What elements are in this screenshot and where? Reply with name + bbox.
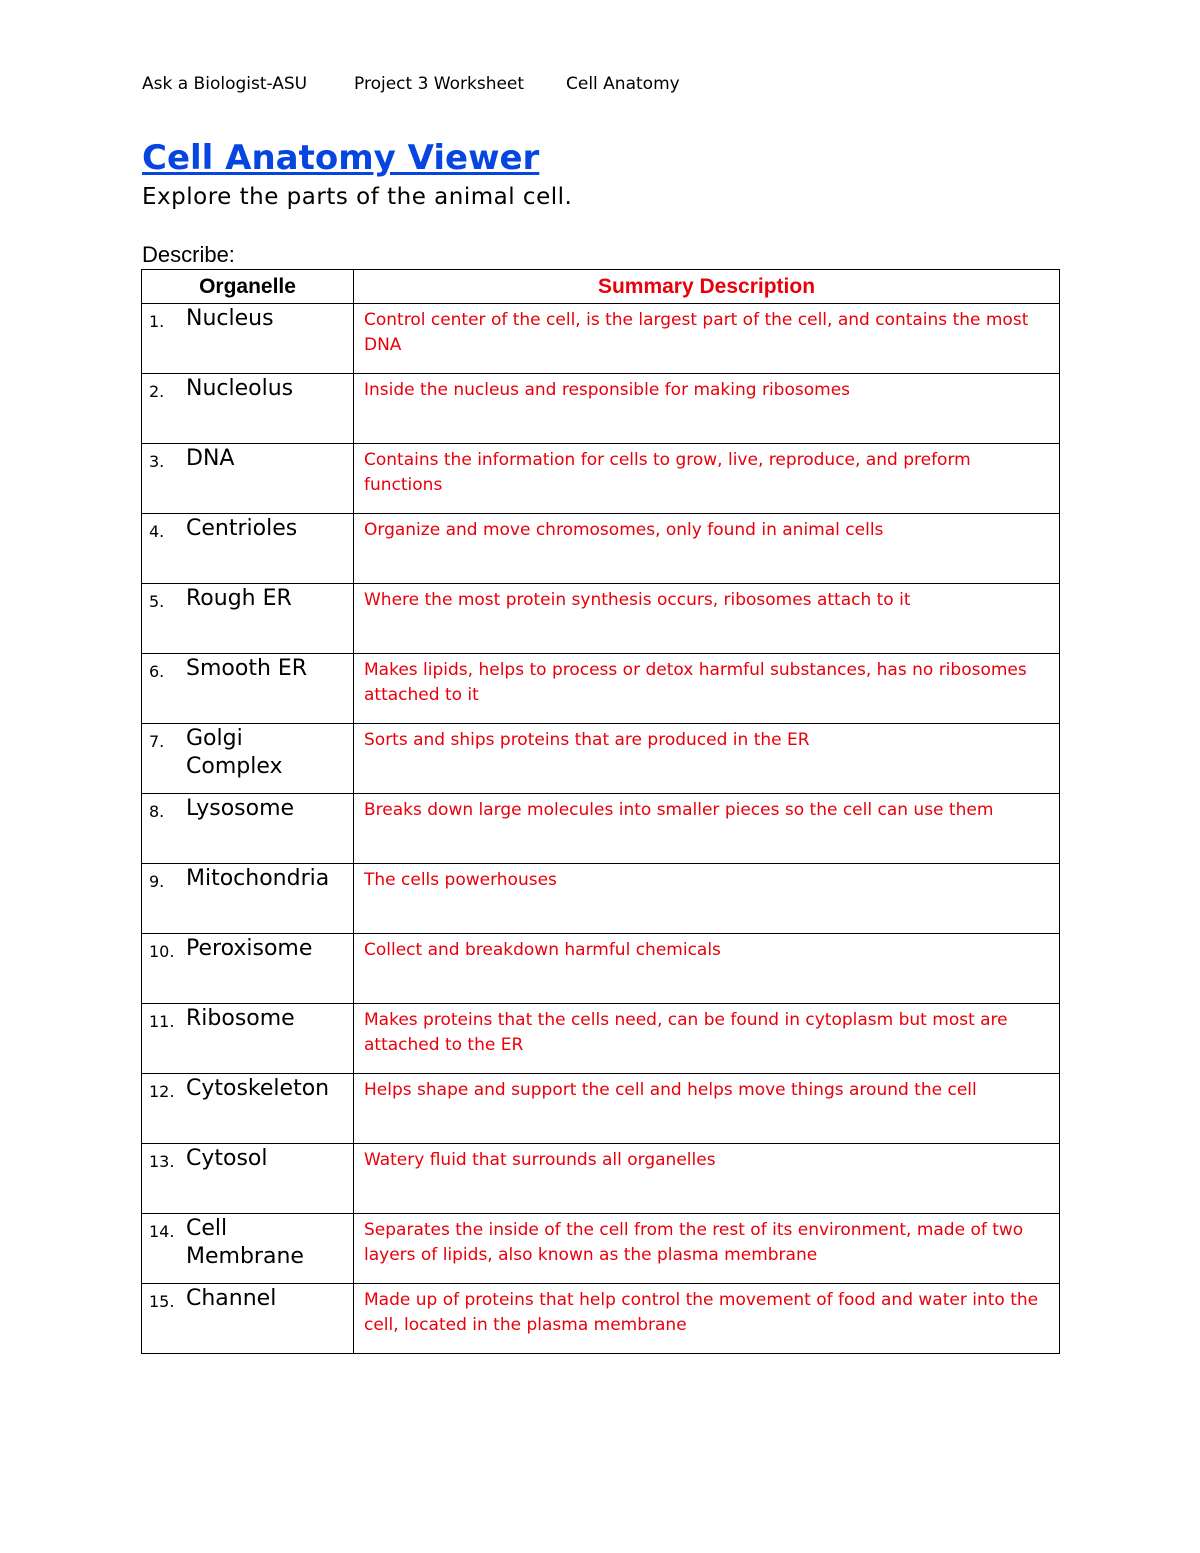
organelle-table (141, 269, 1060, 1354)
description-cell (354, 374, 1060, 444)
row-number: 7. (149, 732, 165, 751)
organelle-name: Nucleolus (186, 376, 294, 401)
organelle-cell (142, 934, 354, 1004)
table-row (142, 304, 1060, 374)
organelle-description: Collect and breakdown harmful chemicals (364, 940, 721, 960)
organelle-cell (142, 724, 354, 794)
organelle-cell (142, 1284, 354, 1354)
table-row (142, 1284, 1060, 1354)
organelle-cell (142, 374, 354, 444)
organelle-name: Cytoskeleton (186, 1076, 330, 1101)
organelle-name: Peroxisome (186, 936, 313, 961)
row-number: 12. (149, 1082, 175, 1101)
organelle-name: Nucleus (186, 306, 274, 331)
organelle-cell (142, 584, 354, 654)
column-header-organelle: Organelle (142, 270, 354, 304)
description-cell (354, 444, 1060, 514)
row-number: 6. (149, 662, 165, 681)
table-row (142, 864, 1060, 934)
table-row (142, 1214, 1060, 1284)
table-row (142, 444, 1060, 514)
organelle-name: Rough ER (186, 586, 292, 611)
organelle-cell (142, 794, 354, 864)
description-cell (354, 584, 1060, 654)
organelle-cell (142, 1144, 354, 1214)
organelle-description: Separates the inside of the cell from the rest of its environment, made of two layers of lipids, also known as the plasma membrane (364, 1220, 1024, 1265)
description-cell (354, 864, 1060, 934)
description-cell (354, 654, 1060, 724)
row-number: 10. (149, 942, 175, 961)
description-cell (354, 794, 1060, 864)
organelle-cell (142, 514, 354, 584)
organelle-name: Lysosome (186, 796, 295, 821)
table-row (142, 584, 1060, 654)
table-row (142, 724, 1060, 794)
table-row (142, 794, 1060, 864)
organelle-description: The cells powerhouses (364, 870, 557, 890)
row-number: 9. (149, 872, 165, 891)
organelle-name: Ribosome (186, 1006, 295, 1031)
organelle-name: Smooth ER (186, 656, 308, 681)
organelle-name: Channel (186, 1286, 277, 1311)
organelle-description: Breaks down large molecules into smaller pieces so the cell can use them (364, 800, 994, 820)
organelle-cell (142, 864, 354, 934)
organelle-description: Organize and move chromosomes, only found in animal cells (364, 520, 884, 540)
table-row (142, 1004, 1060, 1074)
table-row (142, 654, 1060, 724)
organelle-name: Golgi Complex (186, 726, 283, 779)
description-cell (354, 514, 1060, 584)
column-header-description: Summary Description (354, 270, 1060, 304)
organelle-description: Made up of proteins that help control the movement of food and water into the cell, located in the plasma membrane (364, 1290, 1039, 1335)
description-cell (354, 304, 1060, 374)
row-number: 11. (149, 1012, 175, 1031)
table-row (142, 374, 1060, 444)
table-row (142, 1144, 1060, 1214)
table-row (142, 934, 1060, 1004)
row-number: 8. (149, 802, 165, 821)
row-number: 3. (149, 452, 165, 471)
table-row (142, 1074, 1060, 1144)
organelle-description: Contains the information for cells to grow, live, reproduce, and preform functions (364, 450, 971, 495)
description-cell (354, 724, 1060, 794)
row-number: 14. (149, 1222, 175, 1241)
header-right: Cell Anatomy (566, 74, 680, 94)
organelle-name: Cell Membrane (186, 1216, 304, 1269)
organelle-cell (142, 1214, 354, 1284)
header-middle: Project 3 Worksheet (354, 74, 525, 94)
description-cell (354, 1284, 1060, 1354)
page-header (142, 74, 680, 94)
description-cell (354, 1004, 1060, 1074)
description-cell (354, 1144, 1060, 1214)
description-cell (354, 1074, 1060, 1144)
organelle-description: Inside the nucleus and responsible for making ribosomes (364, 380, 851, 400)
organelle-description: Makes proteins that the cells need, can be found in cytoplasm but most are attached to the ER (364, 1010, 1008, 1055)
row-number: 13. (149, 1152, 175, 1171)
row-number: 15. (149, 1292, 175, 1311)
description-cell (354, 1214, 1060, 1284)
organelle-cell (142, 654, 354, 724)
organelle-description: Where the most protein synthesis occurs, ribosomes attach to it (364, 590, 911, 610)
organelle-name: Cytosol (186, 1146, 268, 1171)
table-row (142, 514, 1060, 584)
description-cell (354, 934, 1060, 1004)
row-number: 1. (149, 312, 165, 331)
row-number: 2. (149, 382, 165, 401)
row-number: 5. (149, 592, 165, 611)
header-left: Ask a Biologist-ASU (142, 74, 308, 94)
organelle-description: Makes lipids, helps to process or detox harmful substances, has no ribosomes attached to it (364, 660, 1027, 705)
page-subtitle: Explore the parts of the animal cell. (142, 184, 573, 210)
organelle-cell (142, 444, 354, 514)
organelle-description: Helps shape and support the cell and helps move things around the cell (364, 1080, 977, 1100)
row-number: 4. (149, 522, 165, 541)
organelle-description: Control center of the cell, is the largest part of the cell, and contains the most DNA (364, 310, 1029, 355)
organelle-name: DNA (186, 446, 235, 471)
organelle-description: Watery fluid that surrounds all organelles (364, 1150, 716, 1170)
organelle-cell (142, 1004, 354, 1074)
organelle-name: Mitochondria (186, 866, 330, 891)
organelle-description: Sorts and ships proteins that are produced in the ER (364, 730, 810, 750)
organelle-cell (142, 304, 354, 374)
organelle-name: Centrioles (186, 516, 298, 541)
page-title-link[interactable]: Cell Anatomy Viewer (142, 138, 540, 178)
organelle-cell (142, 1074, 354, 1144)
table-header-row (142, 270, 1060, 304)
describe-label: Describe: (142, 242, 235, 267)
